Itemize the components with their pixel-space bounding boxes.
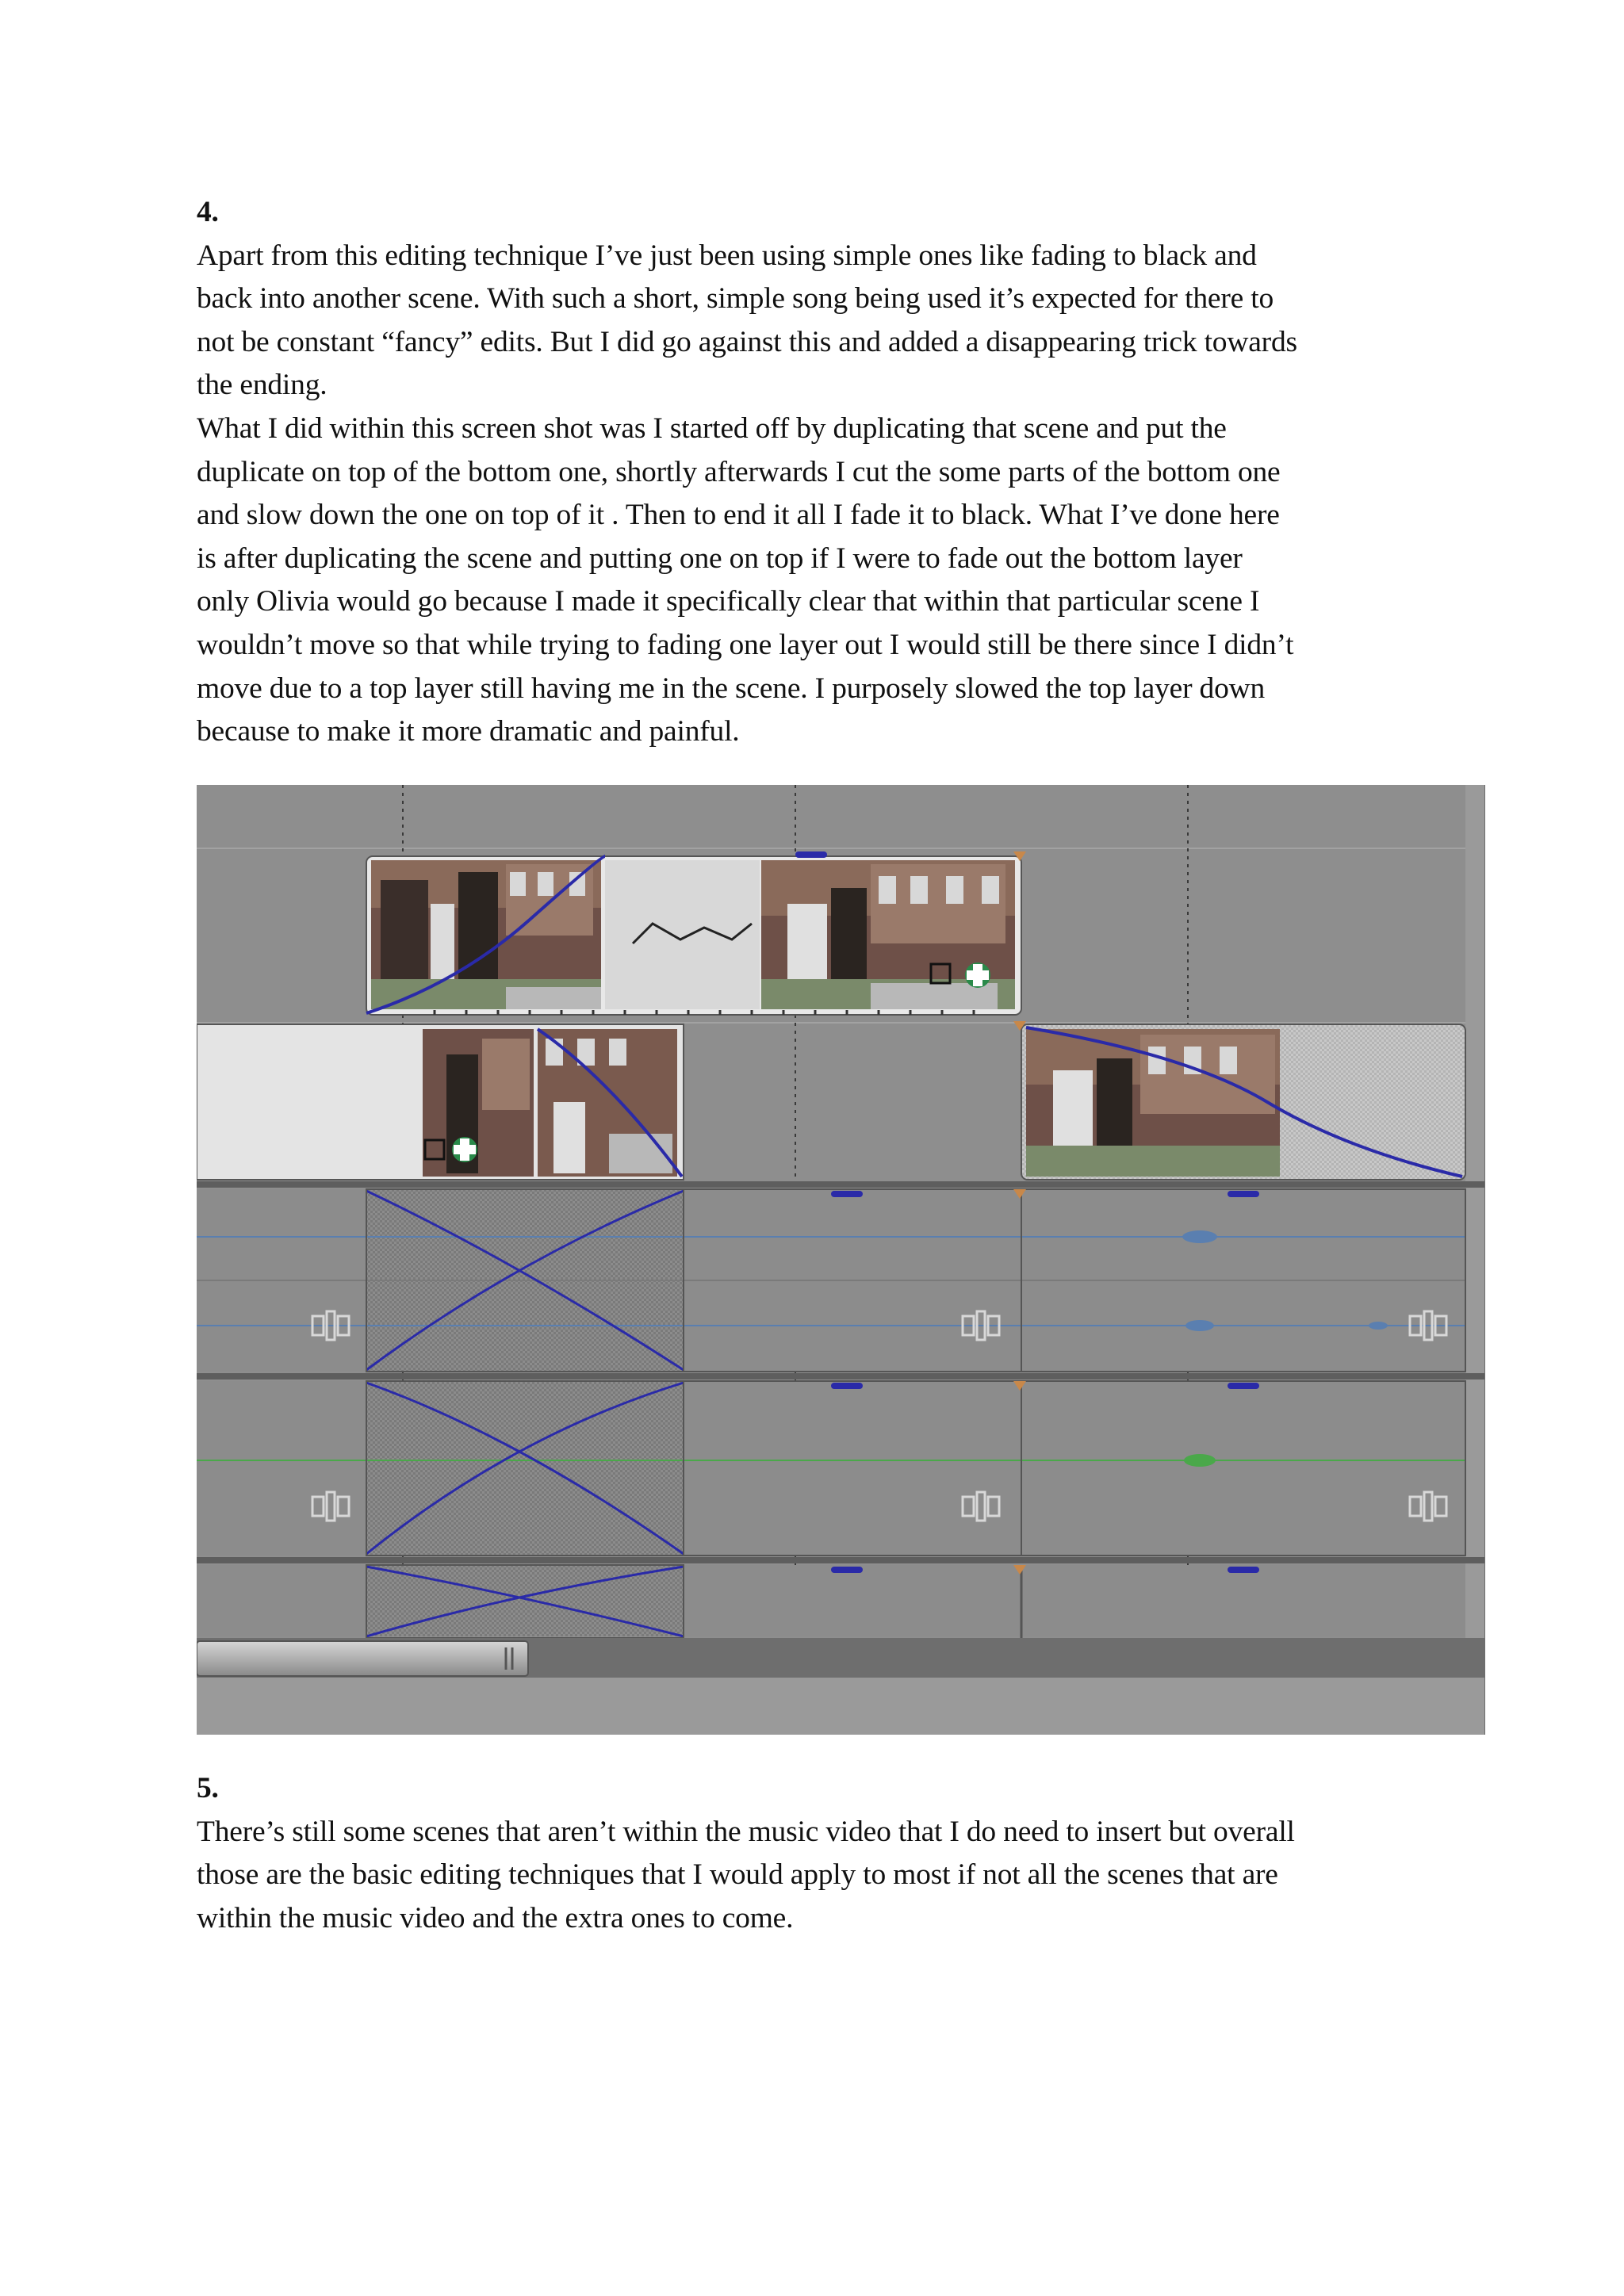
- section-5-paragraph: [197, 1811, 1434, 1941]
- text-line: back into another scene. With such a short, simple song being used it’s expected for there to: [197, 282, 1274, 316]
- video-editor-timeline-screenshot: [197, 785, 1485, 1735]
- fx-plugin-icon: [965, 962, 990, 988]
- section-4-paragraph-1: [197, 235, 1434, 408]
- text-line: is after duplicating the scene and putting one on top if I were to fade out the bottom layer: [197, 541, 1243, 575]
- horizontal-scrollbar-thumb: [197, 1641, 528, 1676]
- text-line: wouldn’t move so that while trying to fading one layer out I would still be there since I didn’t: [197, 628, 1294, 661]
- text-line: move due to a top layer still having me in the scene. I purposely slowed the top layer down: [197, 672, 1266, 705]
- text-line: those are the basic editing techniques that I would apply to most if not all the scenes that are: [197, 1858, 1278, 1892]
- fx-plugin-icon: [452, 1137, 477, 1162]
- text-line: not be constant “fancy” edits. But I did go against this and added a disappearing trick towards: [197, 325, 1297, 358]
- video-thumbnail: [1026, 1029, 1280, 1177]
- text-line: the ending.: [197, 369, 327, 402]
- section-5-number: 5.: [197, 1772, 219, 1804]
- text-line: and slow down the one on top of it . Then to end it all I fade it to black. What I’ve done here: [197, 499, 1280, 532]
- text-line: only Olivia would go because I made it specifically clear that within that particular scene I: [197, 585, 1260, 618]
- text-line: within the music video and the extra ones to come.: [197, 1901, 794, 1934]
- audio-track-3: [197, 1565, 1465, 1638]
- video-track-1: [366, 851, 1026, 1015]
- text-line: Apart from this editing technique I’ve just been using simple ones like fading to black and: [197, 239, 1257, 272]
- section-4: [197, 191, 1434, 754]
- text-line: There’s still some scenes that aren’t within the music video that I do need to insert but overall: [197, 1815, 1295, 1848]
- text-line: duplicate on top of the bottom one, shortly afterwards I cut the some parts of the bottom one: [197, 455, 1281, 488]
- section-4-number: 4.: [197, 196, 219, 228]
- text-line: because to make it more dramatic and painful.: [197, 715, 740, 748]
- text-line: What I did within this screen shot was I started off by duplicating that scene and put the: [197, 411, 1227, 445]
- video-thumbnail: [371, 860, 601, 1009]
- section-5: [197, 1767, 1434, 1940]
- audio-track-2: [197, 1381, 1465, 1556]
- audio-track-1: [197, 1189, 1465, 1372]
- section-4-paragraph-2: [197, 408, 1434, 754]
